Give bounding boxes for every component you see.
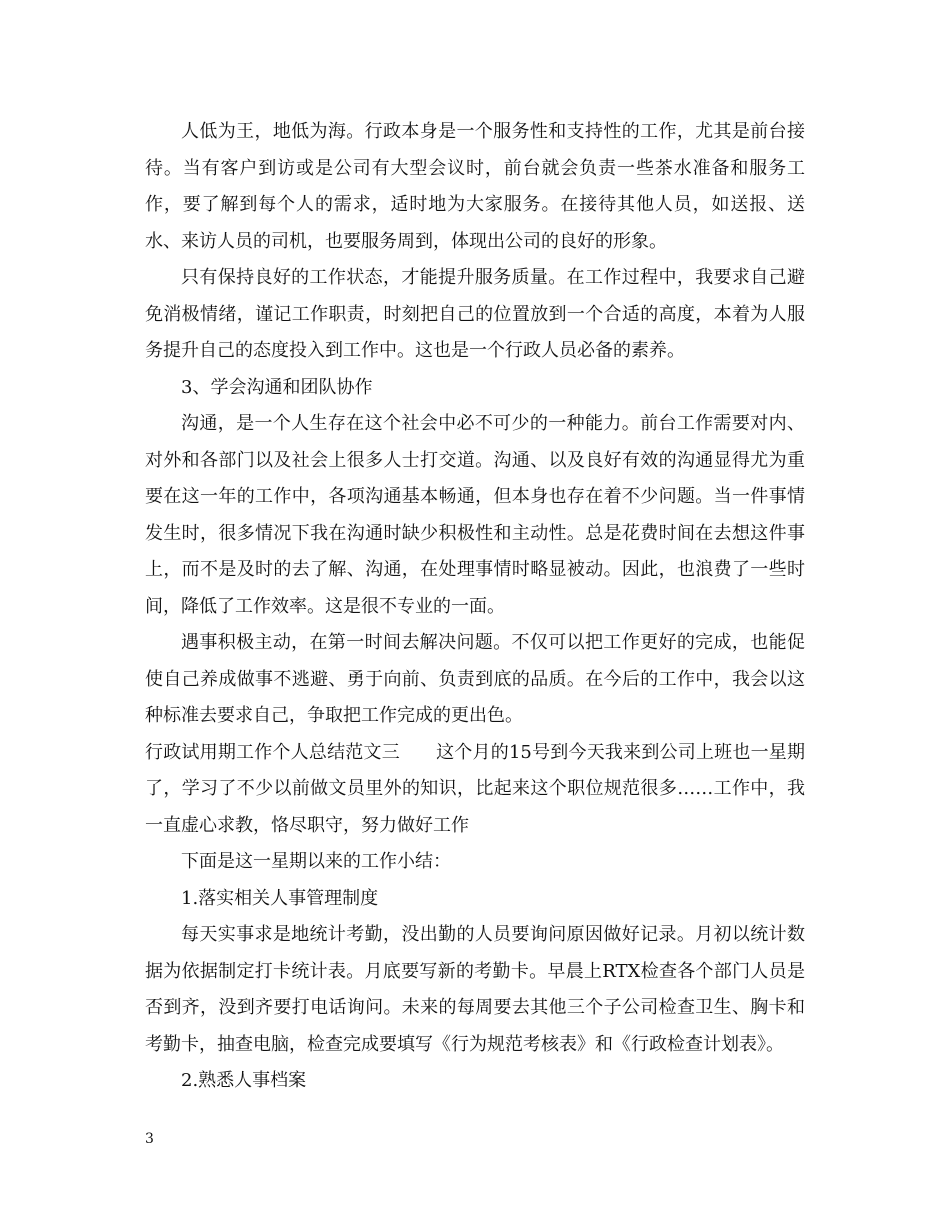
section-intro: 这个月的15号到今天我来到公司上班也一星期了，学习了不少以前做文员里外的知识，比起来这个职位规范很多……工作中，我一直虚心求教，恪尽职守，努力做好工作 — [145, 741, 805, 836]
section-heading-hr-policy: 1.落实相关人事管理制度 — [181, 887, 379, 909]
paragraph-proactive: 遇事积极主动，在第一时间去解决问题。不仅可以把工作更好的完成，也能促使自己养成做事不逃避、勇于向前、负责到底的品质。在今后的工作中，我会以这种标准去要求自己，争取把工作完成的更出色。 — [145, 632, 805, 726]
section-title: 行政试用期工作个人总结范文三 — [145, 741, 400, 763]
document-body — [145, 114, 805, 1100]
paragraph-attendance: 每天实事求是地统计考勤，没出勤的人员要询问原因做好记录。月初以统计数据为依据制定打卡统计表。月底要写新的考勤卡。早晨上RTX检查各个部门人员是否到齐，没到齐要打电话询问。未来的每周要去其他三个子公司检查卫生、胸卡和考勤卡，抽查电脑，检查完成要填写《行为规范考核表》和《行政检查计划表》。 — [145, 924, 805, 1055]
paragraph-summary-intro: 下面是这一星期以来的工作小结： — [181, 851, 451, 872]
page-number: 3 — [145, 1131, 154, 1147]
section-heading-communication: 3、学会沟通和团队协作 — [181, 376, 373, 398]
paragraph-work-state: 只有保持良好的工作状态，才能提升服务质量。在工作过程中，我要求自己避免消极情绪，谨记工作职责，时刻把自己的位置放到一个合适的高度，本着为人服务提升自己的态度投入到工作中。这也是一个行政人员必备的素养。 — [145, 267, 805, 361]
paragraph-communication: 沟通，是一个人生存在这个社会中必不可少的一种能力。前台工作需要对内、对外和各部门以及社会上很多人士打交道。沟通、以及良好有效的沟通显得尤为重要在这一年的工作中，各项沟通基本畅通，但本身也存在着不少问题。当一件事情发生时，很多情况下我在沟通时缺少积极性和主动性。总是花费时间在去想这件事上，而不是及时的去了解、沟通，在处理事情时略显被动。因此，也浪费了一些时间，降低了工作效率。这是很不专业的一面。 — [145, 413, 805, 617]
paragraph-service: 人低为王，地低为海。行政本身是一个服务性和支持性的工作，尤其是前台接待。当有客户到访或是公司有大型会议时，前台就会负责一些茶水准备和服务工作，要了解到每个人的需求，适时地为大家服务。在接待其他人员，如送报、送水、来访人员的司机，也要服务周到，体现出公司的良好的形象。 — [145, 121, 805, 252]
section-heading-hr-files: 2.熟悉人事档案 — [181, 1070, 307, 1091]
paragraph-section-three — [145, 735, 805, 845]
